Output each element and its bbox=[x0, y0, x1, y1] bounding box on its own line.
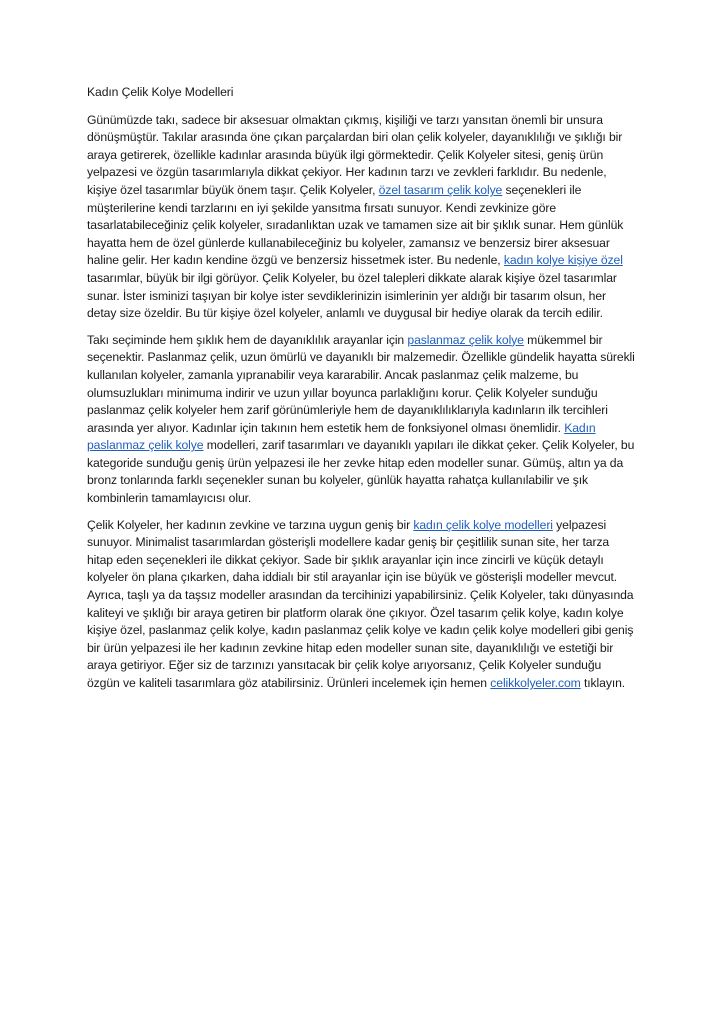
document-title: Kadın Çelik Kolye Modelleri bbox=[87, 85, 234, 99]
inline-link[interactable]: Kadın paslanmaz çelik kolye bbox=[87, 420, 596, 453]
paragraph-text: modelleri, zarif tasarımları ve dayanıklı yapıları ile dikkat çeker. Çelik Kolyeler, bu kategoride sunduğu geniş ürün yelpazesi ile her zevke hitap eden modeller sunar. Gümüş, altın ya da bronz tonlarında farklı seçenekler sunan bu kolyeler, günlük hayatta rahatça kullanılabilir ve şık kombinlerin tamamlayıcısı olur. bbox=[87, 438, 635, 506]
paragraph-list bbox=[87, 112, 635, 693]
paragraph bbox=[87, 112, 635, 323]
document-body bbox=[87, 84, 635, 702]
inline-link[interactable]: celikkolyeler.com bbox=[490, 676, 581, 690]
paragraph-text: Günümüzde takı, sadece bir aksesuar olmaktan çıkmış, kişiliği ve tarzı yansıtan önemli bir unsura dönüşmüştür. Takılar arasında öne çıkan parçalardan biri olan çelik kolyeler, dayanıklılığı ve şıklığı bir araya getirerek, özellikle kadınlar arasında büyük ilgi görmektedir. Çelik Kolyeler sitesi, geniş ürün yelpazesi ve özgün tasarımlarıyla dikkat çekiyor. Her kadının tarzı ve zevkleri farklıdır. Bu nedenle, kişiye özel tasarımlar büyük önem taşır. Çelik Kolyeler, bbox=[87, 112, 623, 197]
inline-link[interactable]: kadın çelik kolye modelleri bbox=[413, 517, 553, 532]
paragraph-text: seçenekleri ile müşterilerine kendi tarzlarını en iyi şekilde yansıtma fırsatı sunuyor. Kendi zevkinize göre tasarlatabileceğiniz çelik kolyeler, sıradanlıktan uzak ve tamamen size ait bir şıklık sunar. Hem günlük hayatta hem de özel günlerde kullanabileceğiniz bu kolyeler, zamansız ve benzersiz birer aksesuar haline gelir. Her kadın kendine özgü ve benzersiz hissetmek ister. Bu nedenle, bbox=[87, 182, 624, 268]
paragraph-text: Takı seçiminde hem şıklık hem de dayanıklılık arayanlar için bbox=[87, 332, 408, 347]
paragraph bbox=[87, 332, 635, 508]
inline-link[interactable]: paslanmaz çelik kolye bbox=[407, 332, 524, 347]
inline-link[interactable]: kadın kolye kişiye özel bbox=[503, 253, 623, 268]
paragraph-text: mükemmel bir seçenektir. Paslanmaz çelik, uzun ömürlü ve dayanıklı bir malzemedir. Özellikle gündelik hayatta sürekli kullanılan kolyeler, zamanla yıpranabilir veya kararabilir. Ancak paslanmaz çelik malzeme, bu olumsuzlukları minimuma indirir ve uzun yıllar boyunca parlaklığını korur. Çelik Kolyeler sunduğu paslanmaz çelik kolyeler hem zarif görünümleriyle hem de dayanıklılıklarıyla kadınların ilk tercihleri arasında yer alıyor. Kadınlar için takının hem estetik hem de fonksiyonel olması önemlidir. bbox=[87, 332, 635, 435]
inline-link[interactable]: özel tasarım çelik kolye bbox=[378, 182, 503, 197]
paragraph-text: tıklayın. bbox=[580, 676, 626, 690]
paragraph-text: Çelik Kolyeler, her kadının zevkine ve tarzına uygun geniş bir bbox=[87, 517, 414, 532]
paragraph bbox=[87, 517, 635, 693]
paragraph-text: yelpazesi sunuyor. Minimalist tasarımlardan gösterişli modellere kadar geniş bir çeşitlilik sunan site, her tarza hitap eden seçenekleri ile dikkat çekiyor. Sade bir şıklık arayanlar için ince zincirli ve küçük detaylı kolyeler ön plana çıkarken, daha iddialı bir stil arayanlar için ise büyük ve gösterişli modeller mevcut. Ayrıca, taşlı ya da taşsız modeller arasından da tercihinizi yapabilirsiniz. Çelik Kolyeler, takı dünyasında kaliteyi ve şıklığı bir araya getiren bir platform olarak öne çıkıyor. Özel tasarım çelik kolye, kadın kolye kişiye özel, paslanmaz çelik kolye, kadın paslanmaz çelik kolye ve kadın çelik kolye modelleri gibi geniş bir ürün yelpazesi ile her kadının zevkine hitap eden modeller sunan site, dayanıklılığı ve estetiği bir araya getiriyor. Eğer siz de tarzınızı yansıtacak bir çelik kolye arıyorsanız, Çelik Kolyeler sunduğu özgün ve kaliteli tasarımlara göz atabilirsiniz. Ürünleri incelemek için hemen bbox=[87, 517, 634, 690]
paragraph-text: tasarımlar, büyük bir ilgi görüyor. Çelik Kolyeler, bu özel talepleri dikkate alarak kişiye özel tasarımlar sunar. İster isminizi taşıyan bir kolye ister sevdiklerinizin isimlerinin yer aldığı bir tasarım olsun, her detay size özeldir. Bu tür kişiye özel kolyeler, anlamlı ve duygusal bir hediye olarak da tercih edilir. bbox=[87, 270, 617, 321]
